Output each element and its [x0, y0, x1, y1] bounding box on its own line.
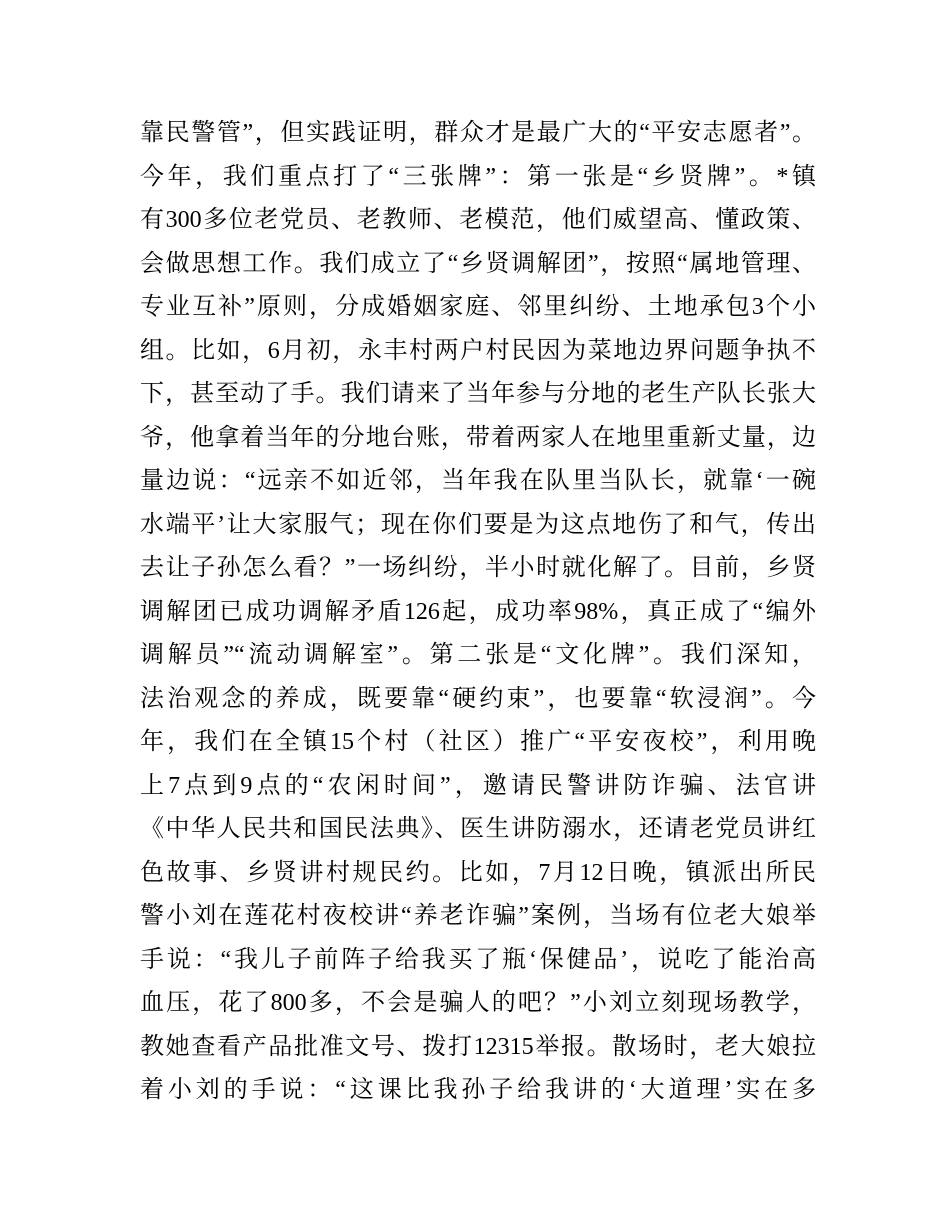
text-line: 色故事、乡贤讲村规民约。比如，7月12日晚，镇派出所民 [140, 859, 816, 886]
text-line: 警小刘在莲花村夜校讲“养老诈骗”案例，当场有位老大娘举 [140, 903, 816, 929]
document-text-block [140, 112, 816, 1113]
text-line: 今年，我们重点打了“三张牌”：第一张是“乡贤牌”。*镇 [140, 163, 816, 190]
text-line: 水端平’让大家服气；现在你们要是为这点地伤了和气，传出 [140, 511, 816, 538]
text-line: 手说：“我儿子前阵子给我买了瓶‘保健品’，说吃了能治高 [140, 946, 816, 973]
text-line: 调解团已成功调解矛盾126起，成功率98%，真正成了“编外 [140, 598, 816, 625]
text-line: 法治观念的养成，既要靠“硬约束”，也要靠“软浸润”。今 [140, 685, 816, 712]
text-line: 血压，花了800多，不会是骗人的吧？”小刘立刻现场教学， [140, 990, 816, 1016]
text-line: 下，甚至动了手。我们请来了当年参与分地的老生产队长张大 [140, 381, 816, 407]
text-line: 会做思想工作。我们成立了“乡贤调解团”，按照“属地管理、 [140, 250, 816, 277]
text-line: 上7点到9点的“农闲时间”，邀请民警讲防诈骗、法官讲 [140, 772, 816, 799]
text-line: 教她查看产品批准文号、拨打12315举报。散场时，老大娘拉 [140, 1033, 816, 1060]
text-line: 着小刘的手说：“这课比我孙子给我讲的‘大道理’实在多 [140, 1077, 816, 1103]
text-line: 调解员”“流动调解室”。第二张是“文化牌”。我们深知， [140, 642, 816, 668]
text-line: 组。比如，6月初，永丰村两户村民因为菜地边界问题争执不 [140, 337, 816, 364]
text-line: 量边说：“远亲不如近邻，当年我在队里当队长，就靠‘一碗 [140, 468, 816, 494]
text-line: 去让子孙怎么看？”一场纠纷，半小时就化解了。目前，乡贤 [140, 555, 816, 581]
text-line: 年，我们在全镇15个村（社区）推广“平安夜校”，利用晚 [140, 729, 816, 755]
text-line: 《中华人民共和国民法典》、医生讲防溺水，还请老党员讲红 [140, 816, 816, 842]
text-line: 有300多位老党员、老教师、老模范，他们威望高、懂政策、 [140, 207, 816, 233]
text-line: 爷，他拿着当年的分地台账，带着两家人在地里重新丈量，边 [140, 424, 816, 451]
text-line: 专业互补”原则，分成婚姻家庭、邻里纠纷、土地承包3个小 [140, 294, 816, 320]
text-line: 靠民警管”，但实践证明，群众才是最广大的“平安志愿者”。 [140, 120, 816, 146]
